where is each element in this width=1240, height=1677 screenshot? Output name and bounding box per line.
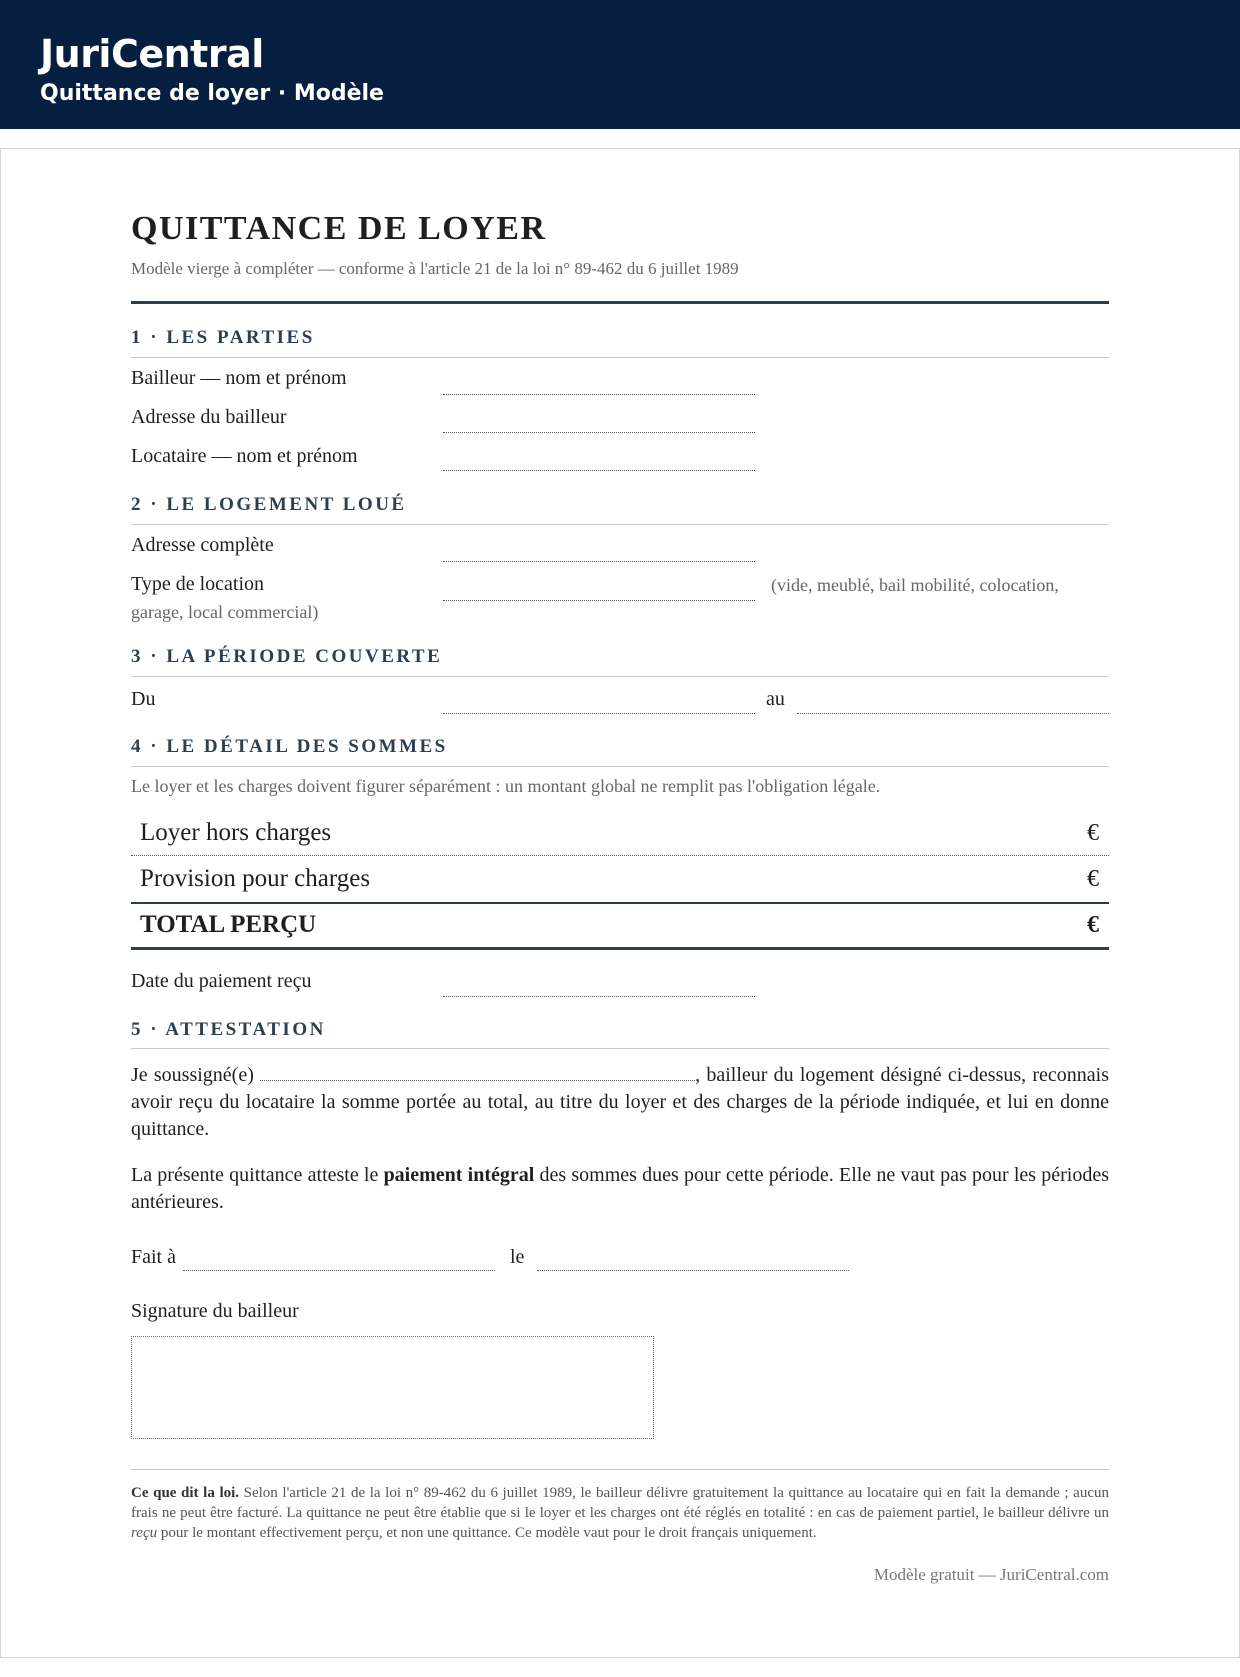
brand-logo[interactable]: JuriCentral (40, 32, 264, 76)
attestation-text: , bailleur du logement désigné ci-dessus, reconnais avoir reçu du locataire la somme portée au total, au titre du loyer et des charges de la période indiquée, et lui en donne quittance. (131, 1064, 1110, 1140)
field-adresse-logement[interactable] (443, 561, 755, 562)
section-title-attestation: 5 · ATTESTATION (131, 1019, 326, 1040)
attestation-scope-paragraph (131, 1162, 1109, 1216)
section-divider (131, 524, 1109, 525)
field-bailleur-nom[interactable] (443, 394, 755, 395)
law-divider (131, 1469, 1109, 1470)
law-lead: Ce que dit la loi. (131, 1485, 240, 1501)
field-date-paiement[interactable] (443, 996, 755, 997)
field-label-bailleur-nom: Bailleur — nom et prénom (131, 367, 347, 389)
field-type-location[interactable] (443, 600, 755, 601)
signature-box[interactable] (131, 1336, 654, 1439)
field-label-type-location: Type de location (131, 573, 264, 595)
loyer-label: Loyer hors charges (140, 819, 332, 846)
type-location-hint-continued: garage, local commercial) (131, 602, 319, 622)
field-label-du: Du (131, 688, 156, 710)
loyer-currency: € (1087, 820, 1099, 846)
field-soussigne[interactable] (260, 1063, 695, 1081)
section-title-logement: 2 · LE LOGEMENT LOUÉ (131, 494, 407, 515)
attestation-paragraph (131, 1062, 1109, 1143)
field-label-au: au (766, 688, 785, 710)
field-label-fait-a: Fait à (131, 1246, 176, 1268)
field-label-bailleur-adresse: Adresse du bailleur (131, 406, 287, 428)
field-label-le: le (510, 1246, 525, 1268)
section-divider (131, 676, 1109, 677)
section-divider (131, 1048, 1109, 1049)
type-location-hint: (vide, meublé, bail mobilité, colocation, (771, 575, 1059, 595)
document-title: QUITTANCE DE LOYER (131, 210, 547, 247)
banner-subtitle: Quittance de loyer · Modèle (40, 81, 384, 106)
attestation-intro: Je soussigné(e) (131, 1064, 254, 1086)
field-label-adresse-logement: Adresse complète (131, 534, 274, 556)
field-loyer-montant[interactable] (131, 855, 1109, 856)
field-date-fin[interactable] (797, 713, 1109, 714)
section-divider (131, 766, 1109, 767)
law-text: Selon l'article 21 de la loi n° 89-462 du 6 juillet 1989, le bailleur délivre gratuitement la quittance au locataire qui en fait la demande ; aucun frais ne peut être facturé. La quittance ne peut être établie que si le loyer et les charges ont été réglés en totalité : en cas de paiement partiel, le bailleur délivre un (131, 1485, 1109, 1521)
law-notice (131, 1483, 1109, 1543)
signature-label: Signature du bailleur (131, 1300, 299, 1322)
law-text-end: pour le montant effectivement perçu, et non une quittance. Ce modèle vaut pour le droit français uniquement. (157, 1525, 817, 1541)
total-rule-top (131, 902, 1109, 904)
field-locataire-nom[interactable] (443, 470, 755, 471)
section-divider (131, 357, 1109, 358)
field-lieu[interactable] (183, 1270, 495, 1271)
scope-emphasis: paiement intégral (383, 1164, 535, 1186)
field-date-debut[interactable] (443, 713, 755, 714)
field-label-date-paiement: Date du paiement reçu (131, 970, 312, 992)
total-currency: € (1087, 912, 1099, 938)
charges-currency: € (1087, 866, 1099, 892)
field-bailleur-adresse[interactable] (443, 432, 755, 433)
scope-text-end: des sommes dues pour cette période. Elle ne vaut pas pour les périodes antérieures. (131, 1164, 1109, 1213)
section-title-periode: 3 · LA PÉRIODE COUVERTE (131, 646, 443, 667)
field-label-locataire-nom: Locataire — nom et prénom (131, 445, 358, 467)
top-banner (0, 0, 1240, 129)
charges-label: Provision pour charges (140, 865, 371, 892)
total-label: TOTAL PERÇU (140, 911, 317, 938)
document-subtitle: Modèle vierge à compléter — conforme à l'article 21 de la loi n° 89-462 du 6 juillet 1989 (131, 259, 739, 278)
footer-credit: Modèle gratuit — JuriCentral.com (873, 1565, 1109, 1584)
section-title-sommes: 4 · LE DÉTAIL DES SOMMES (131, 736, 448, 757)
total-rule-bottom (131, 947, 1109, 950)
section-title-parties: 1 · LES PARTIES (131, 327, 315, 348)
field-date-signature[interactable] (537, 1270, 849, 1271)
title-divider (131, 301, 1109, 304)
scope-text-start: La présente quittance atteste le (131, 1164, 384, 1186)
sommes-note: Le loyer et les charges doivent figurer séparément : un montant global ne remplit pas l'obligation légale. (131, 776, 881, 796)
law-emphasis: reçu (131, 1525, 158, 1541)
